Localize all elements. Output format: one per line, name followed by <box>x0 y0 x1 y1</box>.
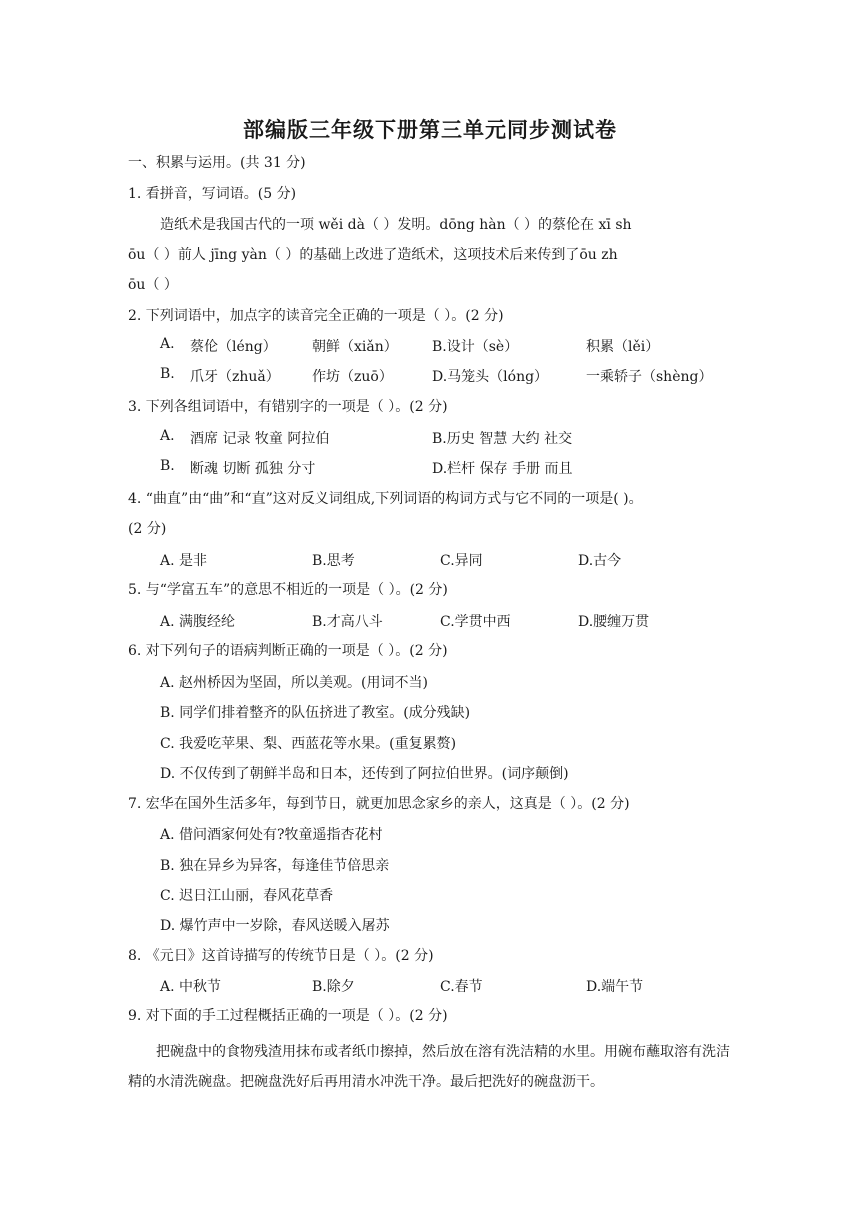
option-d: D.古今 <box>578 553 622 569</box>
question-1-stem: 1. 看拼音，写词语。(5 分) <box>128 186 297 202</box>
option-c: C.异同 <box>440 553 483 569</box>
option-a: A. 是非 <box>160 553 208 569</box>
option-d1: D.马笼头（lóng） <box>432 369 549 385</box>
option-c: C. 迟日江山丽，春风花草香 <box>160 888 334 904</box>
option-b1: B.设计（sè） <box>432 339 519 355</box>
option-a: 酒席 记录 牧童 阿拉伯 <box>190 431 330 447</box>
option-c: C.春节 <box>440 979 483 995</box>
option-a: A. 中秋节 <box>160 979 222 995</box>
option-a: A. 借问酒家何处有?牧童遥指杏花村 <box>160 827 383 843</box>
option-b2: 积累（lěi） <box>586 339 660 355</box>
option-c2: 作坊（zuō） <box>312 369 393 385</box>
option-label: A. <box>160 336 175 352</box>
option-label: A. <box>160 428 175 444</box>
option-b: B. 同学们排着整齐的队伍挤进了教室。(成分残缺) <box>160 705 471 721</box>
question-9-stem: 9. 对下面的手工过程概括正确的一项是（ ）。(2 分) <box>128 1008 448 1024</box>
option-c1: 爪牙（zhuǎ） <box>190 369 280 385</box>
page-title: 部编版三年级下册第三单元同步测试卷 <box>243 118 617 142</box>
option-a1: 蔡伦（léng） <box>190 339 277 355</box>
question-2-stem: 2. 下列词语中，加点字的读音完全正确的一项是（ ）。(2 分) <box>128 308 504 324</box>
question-4-stem: 4. “曲直”由“曲”和“直”这对反义词组成,下列词语的构词方式与它不同的一项是( )。 <box>128 491 643 507</box>
question-8-stem: 8. 《元日》这首诗描写的传统节日是（ ）。(2 分) <box>128 948 434 964</box>
option-d: D.端午节 <box>586 979 644 995</box>
option-d: D. 不仅传到了朝鲜半岛和日本，还传到了阿拉伯世界。(词序颠倒) <box>160 766 569 782</box>
option-d: D. 爆竹声中一岁除，春风送暖入屠苏 <box>160 918 390 934</box>
option-b: B.思考 <box>312 553 355 569</box>
option-c: 断魂 切断 孤独 分寸 <box>190 461 316 477</box>
question-6-stem: 6. 对下列句子的语病判断正确的一项是（ ）。(2 分) <box>128 643 448 659</box>
option-c: C.学贯中西 <box>440 614 511 630</box>
question-5-stem: 5. 与“学富五车”的意思不相近的一项是（ ）。(2 分) <box>128 582 448 598</box>
question-9-passage: 把碗盘中的食物残渣用抹布或者纸巾擦掉，然后放在溶有洗洁精的水里。用碗布蘸取溶有洗洁精的水清洗碗盘。把碗盘洗好后再用清水冲洗干净。最后把洗好的碗盘沥干。 <box>128 1044 730 1090</box>
question-1-text-line: ōu（ ）前人 jīng yàn（ ）的基础上改进了造纸术，这项技术后来传到了ōu zh <box>128 247 618 263</box>
question-1-text-line: 造纸术是我国古代的一项 wěi dà（ ）发明。dōng hàn（ ）的蔡伦在 xī sh <box>160 217 632 233</box>
option-a: A. 赵州桥因为坚固，所以美观。(用词不当) <box>160 675 428 691</box>
question-4-score: (2 分) <box>128 521 167 537</box>
option-b: B. 独在异乡为异客，每逢佳节倍思亲 <box>160 858 390 874</box>
question-7-stem: 7. 宏华在国外生活多年，每到节日，就更加思念家乡的亲人，这真是（ ）。(2 分) <box>128 796 630 812</box>
option-d2: 一乘轿子（shèng） <box>586 369 713 385</box>
option-label: B. <box>160 366 175 382</box>
option-a2: 朝鲜（xiǎn） <box>312 339 398 355</box>
section-heading: 一、积累与运用。(共 31 分) <box>128 155 306 171</box>
question-3-stem: 3. 下列各组词语中，有错别字的一项是（ ）。(2 分) <box>128 399 448 415</box>
question-1-text-line: ōu（ ） <box>128 277 178 293</box>
option-d: D.栏杆 保存 手册 而且 <box>432 461 573 477</box>
option-label: B. <box>160 458 175 474</box>
option-b: B.历史 智慧 大约 社交 <box>432 431 573 447</box>
option-b: B.才高八斗 <box>312 614 383 630</box>
option-b: B.除夕 <box>312 979 355 995</box>
option-d: D.腰缠万贯 <box>578 614 650 630</box>
option-c: C. 我爱吃苹果、梨、西蓝花等水果。(重复累赘) <box>160 736 457 752</box>
option-a: A. 满腹经纶 <box>160 614 236 630</box>
